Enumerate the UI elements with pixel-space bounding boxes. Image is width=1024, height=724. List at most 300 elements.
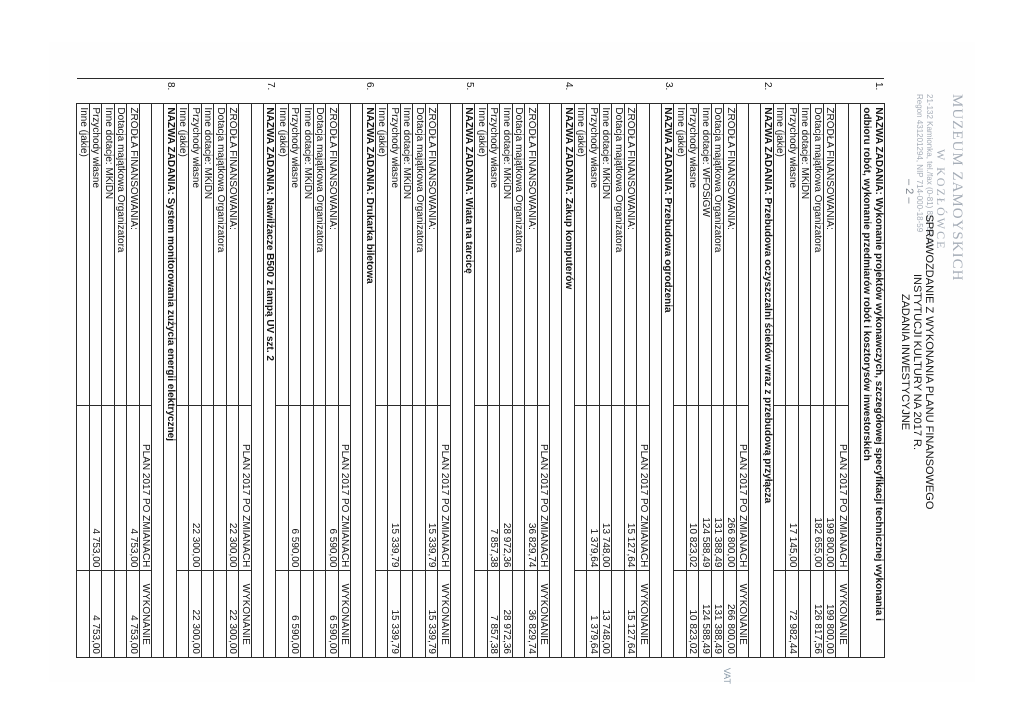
execution-header: WYKONANIE [438, 571, 451, 658]
execution-value [575, 571, 588, 658]
number-column-spacer [786, 79, 799, 104]
execution-value: 7 857,38 [488, 571, 501, 658]
plan-value [202, 405, 215, 571]
sources-label: ŹRÓDŁA FINANSOWANIA: [724, 104, 737, 405]
own-revenue-row [90, 79, 103, 658]
sources-label: ŹRÓDŁA FINANSOWANIA: [525, 104, 538, 405]
plan-total-value: 199 800,00 [824, 405, 837, 571]
spacer-row [650, 79, 662, 658]
label-spacer [836, 104, 849, 405]
own-revenue-row [289, 79, 302, 658]
label-spacer [239, 104, 252, 405]
row-label: Inne dotacje: WFOŚiGW [699, 104, 712, 405]
table-body [77, 79, 885, 658]
execution-value: 1 379,64 [587, 571, 600, 658]
task-name-prefix: NAZWA ZADANIA: [662, 107, 674, 198]
other-grant-row [500, 79, 513, 658]
execution-value: 4 753,00 [90, 571, 103, 658]
number-column-spacer [252, 79, 264, 104]
task-name-prefix: NAZWA ZADANIA: [264, 107, 276, 198]
plan-value [77, 405, 90, 571]
spacer-cell [351, 104, 363, 658]
investment-tasks-table [77, 78, 886, 658]
task-name-cell [861, 104, 885, 658]
number-column-spacer [376, 79, 389, 104]
number-column-spacer [587, 79, 600, 104]
execution-value [774, 571, 787, 658]
number-column-spacer [401, 79, 414, 104]
plan-value [376, 405, 389, 571]
execution-header: WYKONANIE [836, 571, 849, 658]
other-sources-row [674, 79, 687, 658]
spacer-cell [550, 104, 562, 658]
plan-value [575, 405, 588, 571]
number-column-spacer [637, 79, 650, 104]
row-label: Dotacja majątkowa Organizatora [811, 104, 824, 405]
plan-value [475, 405, 488, 571]
row-label: Inne dotacje: MKiDN [500, 104, 513, 405]
execution-header: WYKONANIE [538, 571, 551, 658]
stamp-line-2: W KOZŁÓWCE [934, 149, 948, 251]
task-name-prefix: NAZWA ZADANIA: [762, 107, 773, 198]
sources-total-row [525, 79, 538, 658]
plan-value: 22 300,00 [189, 405, 202, 571]
number-column-spacer [550, 79, 562, 104]
organizer-grant-row [214, 79, 227, 658]
task-name-prefix: NAZWA ZADANIA: [165, 107, 176, 198]
organizer-grant-row [314, 79, 327, 658]
other-sources-row [276, 79, 289, 658]
row-label: Inne (jakie) [177, 104, 190, 405]
task-name-prefix: NAZWA ZADANIA: [563, 107, 574, 198]
plan-value: 10 823,02 [687, 405, 700, 571]
own-revenue-row [786, 79, 799, 658]
task-name: Przebudowa ogrodzenia [662, 197, 674, 313]
task-name-cell [463, 104, 476, 658]
row-label: Inne (jakie) [674, 104, 687, 405]
plan-value [413, 405, 426, 571]
execution-value [214, 571, 227, 658]
plan-header: PLAN 2017 PO ZMIANACH [737, 405, 750, 571]
document-page [49, 42, 975, 682]
plan-value: 1 379,64 [587, 405, 600, 571]
row-label: Przychody własne [388, 104, 401, 405]
execution-value [276, 571, 289, 658]
spacer-row [351, 79, 363, 658]
column-header-row [339, 79, 352, 658]
execution-header: WYKONANIE [339, 571, 352, 658]
spacer-cell [650, 104, 662, 658]
column-header-row [538, 79, 551, 658]
number-column-spacer [712, 79, 725, 104]
execution-header: WYKONANIE [737, 571, 750, 658]
plan-total-value: 22 300,00 [227, 405, 240, 571]
plan-value [177, 405, 190, 571]
plan-total-value: 4 753,00 [127, 405, 140, 571]
number-column-spacer [339, 79, 352, 104]
plan-value: 15 339,79 [388, 405, 401, 571]
execution-total-value: 266 800,00 [724, 571, 737, 658]
task-number: 4. [562, 79, 575, 104]
number-column-spacer [600, 79, 613, 104]
plan-value [102, 405, 115, 571]
sources-total-row [326, 79, 339, 658]
row-label: Przychody własne [289, 104, 302, 405]
sources-label: ŹRÓDŁA FINANSOWANIA: [227, 104, 240, 405]
number-column-spacer [475, 79, 488, 104]
task-name-row [662, 79, 675, 658]
header-line-2: INSTYTUCJI KULTURY NA 2017 R. [911, 273, 923, 451]
task-name: Drukarka biletowa [364, 197, 375, 284]
row-label: Przychody własne [90, 104, 103, 405]
own-revenue-row [488, 79, 501, 658]
plan-value: 13 748,00 [600, 405, 613, 571]
row-label: Inne dotacje: MKiDN [102, 104, 115, 405]
other-grant-row [301, 79, 314, 658]
row-label: Inne dotacje: MKiDN [301, 104, 314, 405]
spacer-row [849, 79, 861, 658]
number-column-spacer [737, 79, 750, 104]
execution-total-value: 15 127,64 [625, 571, 638, 658]
sources-total-row [724, 79, 737, 658]
number-column-spacer [724, 79, 737, 104]
task-name-row [463, 79, 476, 658]
execution-value [115, 571, 128, 658]
column-header-row [239, 79, 252, 658]
row-label: Przychody własne [488, 104, 501, 405]
plan-value: 124 588,49 [699, 405, 712, 571]
task-name-row [861, 79, 885, 658]
plan-value: 7 857,38 [488, 405, 501, 571]
plan-value [214, 405, 227, 571]
row-label: Inne (jakie) [575, 104, 588, 405]
plan-value [301, 405, 314, 571]
sources-total-row [824, 79, 837, 658]
sources-label: ŹRÓDŁA FINANSOWANIA: [625, 104, 638, 405]
row-label: Inne (jakie) [475, 104, 488, 405]
plan-header: PLAN 2017 PO ZMIANACH [637, 405, 650, 571]
label-spacer [339, 104, 352, 405]
other-sources-row [77, 79, 90, 658]
plan-value [513, 405, 526, 571]
task-name-prefix: NAZWA ZADANIA: [873, 107, 884, 198]
plan-total-value: 15 127,64 [625, 405, 638, 571]
handwritten-margin-note: VAT [722, 667, 732, 684]
number-column-spacer [612, 79, 625, 104]
number-column-spacer [650, 79, 662, 104]
execution-value: 22 300,00 [189, 571, 202, 658]
number-column-spacer [351, 79, 363, 104]
row-label: Inne dotacje: MKiDN [600, 104, 613, 405]
execution-value [413, 571, 426, 658]
row-label: Inne dotacje: MKiDN [401, 104, 414, 405]
sources-total-row [127, 79, 140, 658]
other-grant-row [600, 79, 613, 658]
sources-total-row [227, 79, 240, 658]
execution-total-value: 199 800,00 [824, 571, 837, 658]
spacer-row [252, 79, 264, 658]
execution-value: 10 823,02 [687, 571, 700, 658]
plan-value [115, 405, 128, 571]
label-spacer [438, 104, 451, 405]
task-name-row [562, 79, 575, 658]
execution-value [674, 571, 687, 658]
number-column-spacer [301, 79, 314, 104]
header-line-3: ZADANIA INWESTYCYJNE [899, 293, 911, 431]
header-line-1: SPRAWOZDANIE Z WYKONANIA PLANU FINANSOWEGO [923, 214, 935, 510]
own-revenue-row [587, 79, 600, 658]
other-sources-row [475, 79, 488, 658]
execution-value [77, 571, 90, 658]
number-column-spacer [799, 79, 812, 104]
plan-value [276, 405, 289, 571]
sources-total-row [625, 79, 638, 658]
execution-value [102, 571, 115, 658]
label-spacer [538, 104, 551, 405]
row-label: Dotacja majątkowa Organizatora [314, 104, 327, 405]
task-name-cell [164, 104, 177, 658]
task-number: 7. [264, 79, 277, 104]
spacer-cell [252, 104, 264, 658]
execution-value: 6 590,00 [289, 571, 302, 658]
row-label: Dotacja majątkowa Organizatora [612, 104, 625, 405]
number-column-spacer [77, 79, 90, 104]
plan-value [799, 405, 812, 571]
spacer-cell [152, 104, 164, 658]
task-name-row [761, 79, 774, 658]
number-column-spacer [140, 79, 153, 104]
sources-label: ŹRÓDŁA FINANSOWANIA: [824, 104, 837, 405]
organizer-grant-row [811, 79, 824, 658]
plan-header: PLAN 2017 PO ZMIANACH [836, 405, 849, 571]
column-header-row [836, 79, 849, 658]
stamp-line-3: 21-132 Kamionka, tel./fax (0-81) 852-83-00 [925, 94, 934, 247]
task-name: Przebudowa oczyszczalni ścieków wraz z przebudową przyłącza [762, 197, 773, 504]
organizer-grant-row [413, 79, 426, 658]
task-name-cell [662, 104, 675, 658]
plan-header: PLAN 2017 PO ZMIANACH [339, 405, 352, 571]
spacer-row [550, 79, 562, 658]
number-column-spacer [811, 79, 824, 104]
number-column-spacer [699, 79, 712, 104]
other-grant-row [799, 79, 812, 658]
execution-total-value: 4 753,00 [127, 571, 140, 658]
number-column-spacer [426, 79, 439, 104]
task-name-prefix: NAZWA ZADANIA: [463, 107, 475, 198]
plan-value [314, 405, 327, 571]
task-number: 2. [761, 79, 774, 104]
number-column-spacer [326, 79, 339, 104]
execution-total-value: 6 590,00 [326, 571, 339, 658]
other-grant-row [202, 79, 215, 658]
own-revenue-row [687, 79, 700, 658]
execution-value [301, 571, 314, 658]
column-header-row [637, 79, 650, 658]
execution-total-value: 22 300,00 [227, 571, 240, 658]
number-column-spacer [202, 79, 215, 104]
sources-label: ŹRÓDŁA FINANSOWANIA: [326, 104, 339, 405]
spacer-row [152, 79, 164, 658]
execution-value: 131 388,49 [712, 571, 725, 658]
number-column-spacer [276, 79, 289, 104]
task-number: 3. [662, 79, 675, 104]
row-label: Inne (jakie) [276, 104, 289, 405]
number-column-spacer [575, 79, 588, 104]
number-column-spacer [177, 79, 190, 104]
report-header [899, 42, 935, 682]
number-column-spacer [687, 79, 700, 104]
plan-total-value: 6 590,00 [326, 405, 339, 571]
plan-value [674, 405, 687, 571]
number-column-spacer [115, 79, 128, 104]
task-name: Nawilżacze B500 z lampą UV szt. 2 [264, 197, 276, 361]
task-name: Wykonanie projektów wykonawczych, szczegółowej specyfikacji technicznej wykonania i odbioru robót, wykonanie przedmiarów robót i kosztorysów inwestorskich [861, 107, 884, 621]
label-spacer [737, 104, 750, 405]
task-number: 8. [164, 79, 177, 104]
task-number: 5. [463, 79, 476, 104]
execution-value [401, 571, 414, 658]
plan-header: PLAN 2017 PO ZMIANACH [438, 405, 451, 571]
organizer-grant-row [115, 79, 128, 658]
column-header-row [737, 79, 750, 658]
number-column-spacer [488, 79, 501, 104]
sources-total-row [426, 79, 439, 658]
plan-header: PLAN 2017 PO ZMIANACH [239, 405, 252, 571]
own-revenue-row [189, 79, 202, 658]
number-column-spacer [413, 79, 426, 104]
execution-header: WYKONANIE [239, 571, 252, 658]
task-name-row [164, 79, 177, 658]
spacer-row [749, 79, 761, 658]
row-label: Dotacja majątkowa Organizatora [712, 104, 725, 405]
plan-total-value: 266 800,00 [724, 405, 737, 571]
row-label: Dotacja majątkowa Organizatora [115, 104, 128, 405]
other-sources-row [575, 79, 588, 658]
row-label: Przychody własne [786, 104, 799, 405]
row-label: Przychody własne [189, 104, 202, 405]
column-header-row [438, 79, 451, 658]
number-column-spacer [438, 79, 451, 104]
sources-label: ŹRÓDŁA FINANSOWANIA: [127, 104, 140, 405]
number-column-spacer [388, 79, 401, 104]
execution-value: 15 339,79 [388, 571, 401, 658]
number-column-spacer [451, 79, 463, 104]
number-column-spacer [127, 79, 140, 104]
organizer-grant-row [712, 79, 725, 658]
number-column-spacer [538, 79, 551, 104]
other-sources-row [177, 79, 190, 658]
row-label: Inne (jakie) [77, 104, 90, 405]
row-label: Inne (jakie) [774, 104, 787, 405]
execution-value: 28 972,36 [500, 571, 513, 658]
number-column-spacer [749, 79, 761, 104]
task-name-cell [761, 104, 774, 658]
plan-total-value: 36 829,74 [525, 405, 538, 571]
task-name-row [264, 79, 277, 658]
number-column-spacer [239, 79, 252, 104]
other-grant-row [401, 79, 414, 658]
execution-value: 126 817,56 [811, 571, 824, 658]
number-column-spacer [674, 79, 687, 104]
plan-value [401, 405, 414, 571]
number-column-spacer [189, 79, 202, 104]
other-sources-row [376, 79, 389, 658]
execution-value: 72 982,44 [786, 571, 799, 658]
execution-value [314, 571, 327, 658]
organizer-grant-row [612, 79, 625, 658]
task-name-prefix: NAZWA ZADANIA: [364, 107, 375, 198]
execution-header: WYKONANIE [140, 571, 153, 658]
task-name-cell [562, 104, 575, 658]
page-number: – 2 – [903, 179, 915, 204]
sources-label: ŹRÓDŁA FINANSOWANIA: [426, 104, 439, 405]
number-column-spacer [227, 79, 240, 104]
row-label: Dotacja majątkowa Organizatora [413, 104, 426, 405]
task-name-row [363, 79, 376, 658]
row-label: Inne dotacje: MKiDN [202, 104, 215, 405]
column-header-row [140, 79, 153, 658]
plan-header: PLAN 2017 PO ZMIANACH [140, 405, 153, 571]
task-number: 1. [861, 79, 885, 104]
own-revenue-row [388, 79, 401, 658]
execution-value: 13 748,00 [600, 571, 613, 658]
execution-total-value: 15 339,79 [426, 571, 439, 658]
number-column-spacer [625, 79, 638, 104]
number-column-spacer [836, 79, 849, 104]
task-name: Wiata na tarcicę [463, 197, 475, 274]
execution-value [376, 571, 389, 658]
number-column-spacer [774, 79, 787, 104]
number-column-spacer [314, 79, 327, 104]
spacer-row [451, 79, 463, 658]
label-spacer [637, 104, 650, 405]
other-grant-row [102, 79, 115, 658]
task-name: System monitorowania zużycia energii elektrycznej [165, 197, 176, 442]
other-grant-row [699, 79, 712, 658]
spacer-cell [849, 104, 861, 658]
task-number: 6. [363, 79, 376, 104]
row-label: Inne dotacje: MKiDN [799, 104, 812, 405]
spacer-cell [749, 104, 761, 658]
execution-value [202, 571, 215, 658]
plan-value: 17 145,00 [786, 405, 799, 571]
number-column-spacer [90, 79, 103, 104]
number-column-spacer [214, 79, 227, 104]
row-label: Przychody własne [587, 104, 600, 405]
number-column-spacer [500, 79, 513, 104]
row-label: Dotacja majątkowa Organizatora [513, 104, 526, 405]
plan-value: 131 388,49 [712, 405, 725, 571]
plan-value: 6 590,00 [289, 405, 302, 571]
plan-value: 28 972,36 [500, 405, 513, 571]
execution-value [475, 571, 488, 658]
execution-value: 124 588,49 [699, 571, 712, 658]
plan-value: 4 753,00 [90, 405, 103, 571]
row-label: Dotacja majątkowa Organizatora [214, 104, 227, 405]
number-column-spacer [102, 79, 115, 104]
label-spacer [140, 104, 153, 405]
task-name-cell [264, 104, 277, 658]
number-column-spacer [289, 79, 302, 104]
number-column-spacer [824, 79, 837, 104]
task-name: Zakup komputerów [563, 197, 574, 290]
number-column-spacer [513, 79, 526, 104]
plan-header: PLAN 2017 PO ZMIANACH [538, 405, 551, 571]
row-label: Przychody własne [687, 104, 700, 405]
stamp-line-1: MUZEUM ZAMOYSKICH [949, 94, 965, 282]
number-column-spacer [849, 79, 861, 104]
organizer-grant-row [513, 79, 526, 658]
